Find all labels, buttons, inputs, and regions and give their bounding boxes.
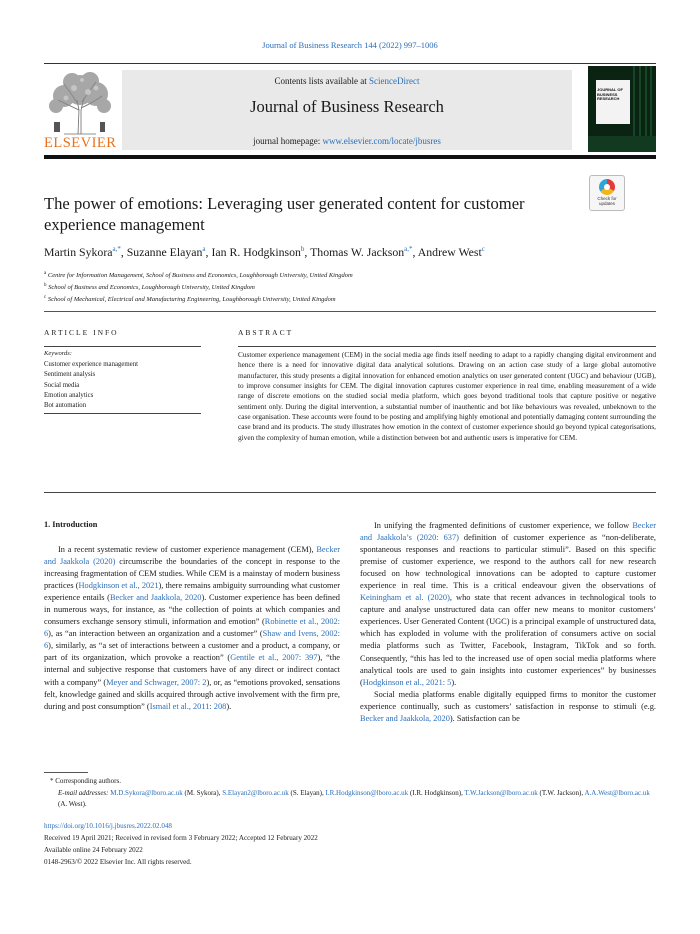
citation-link[interactable]: Becker and Jaakkola, 2020 [360, 713, 450, 723]
email-link[interactable]: S.Elayan2@lboro.ac.uk [222, 788, 289, 797]
email-addresses: E-mail addresses: M.D.Sykora@lboro.ac.uk (M. Sykora), S.Elayan2@lboro.ac.uk (S. Elayan), I.R.Hodgkinson@lboro.ac.uk (I.R. Hodgkinson), T.W.Jackson@lboro.ac.uk (T.W. Jackson), A.A.West@lboro.ac.uk (A. West). [58, 788, 650, 808]
citation-link[interactable]: Shaw and Ivens, 2002: 6 [44, 629, 340, 651]
keyword-list [44, 360, 138, 411]
footnote-rule [44, 772, 88, 773]
journal-name: Journal of Business Research [250, 97, 444, 116]
citation-link[interactable]: Ismail et al., 2011: 208 [149, 701, 227, 711]
author: Ian R. Hodgkinson$^b$ [211, 245, 305, 259]
divider [238, 346, 656, 347]
email-link[interactable]: A.A.West@lboro.ac.uk [584, 788, 650, 797]
body-column-left [44, 544, 340, 713]
affiliations [44, 269, 656, 305]
article-info-heading: ARTICLE INFO [44, 328, 119, 337]
citation-link[interactable]: Becker and Jaakkola (2020) [44, 545, 340, 567]
copyright-line: 0148-2963/© 2022 Elsevier Inc. All rights reserved. [44, 858, 192, 866]
crossmark-icon [599, 179, 615, 195]
citation-link[interactable]: Hodgkinson et al., 2021: 5 [362, 677, 452, 687]
available-date: Available online 24 February 2022 [44, 846, 143, 854]
divider [44, 311, 656, 312]
author-affil-link[interactable]: a,* [112, 245, 121, 254]
keyword: Bot automation [44, 402, 87, 410]
abstract-text: Customer experience management (CEM) in the social media age finds itself needing to adapt to a rapidly changing digital environment and hence there is a need for innovative digital data analytical solutions. Drawing on an action case study of a large global automotive manufacturer, this study presents a digital innovation for enhanced emotion analytics on user generated content (UGC) and behaviour (UGB), to improve consumer insights for CEM. The digital innovation captures customer experience in real time, enabling measurement of a wide range of discrete emotions on the studied social media platform, which goes beyond traditional tools that capture positive or negative sentiment only. During the digital intervention, a substantial number of inauthentic and bot like behaviours was revealed, unbeknown to the case organisation. These accounts were found to be posting and amplifying highly emotional and potentially damaging content surrounding the case brand and its products. The study illustrates how emotion in the context of customer experience should go beyond typical categorisations, given the complexity of human emotion, while a distinction between bot and authentic users is imperative for CEM. [238, 350, 656, 442]
contents-line: Contents lists available at ScienceDirect [274, 76, 420, 86]
email-link[interactable]: I.R.Hodgkinson@lboro.ac.uk [325, 788, 409, 797]
citation-link[interactable]: Meyer and Schwager, 2007: 2 [106, 677, 207, 687]
author-affil-link[interactable]: c [481, 245, 485, 254]
author-affil-link[interactable]: b [300, 245, 305, 254]
citation-link[interactable]: Becker and Jaakkola, 2020 [109, 593, 202, 603]
cover-title: JOURNAL OF BUSINESS RESEARCH [597, 87, 623, 101]
publisher-wordmark: ELSEVIER [44, 135, 117, 151]
paper-title: The power of emotions: Leveraging user generated content for customer experience management [44, 194, 525, 234]
email-link[interactable]: T.W.Jackson@lboro.ac.uk [464, 788, 538, 797]
body-paragraph: Social media platforms enable digitally equipped firms to monitor the customer experience continually, such as customers’ satisfaction in response to stimuli (e.g. Becker and Jaakkola, 2020). Satisfaction can be [360, 689, 656, 723]
citation-link[interactable]: Robinette et al., 2002: 6 [44, 617, 340, 639]
header-thick-rule [44, 155, 656, 159]
citation-link[interactable]: Becker and Jaakkola’s (2020: 637) [360, 521, 656, 543]
author: Martin Sykora$^{a,*}$ [44, 245, 121, 259]
footnotes [44, 776, 656, 811]
author-list: Martin Sykora$^{a,*}$, Suzanne Elayan$^a$, Ian R. Hodgkinson$^b$, Thomas W. Jackson$^{a,*}$, Andrew West$^c$ [44, 245, 485, 259]
affiliation: $^c$ School of Mechanical, Electrical and Manufacturing Engineering, Loughborough University, United Kingdom [44, 295, 336, 304]
section-heading: 1. Introduction [44, 520, 98, 529]
keywords-label: Keywords: [44, 350, 72, 357]
keyword: Social media [44, 381, 80, 389]
abstract-heading: ABSTRACT [238, 328, 294, 337]
citation-link[interactable]: Hodgkinson et al., 2021 [78, 581, 159, 591]
body-paragraph: In a recent systematic review of customer experience management (CEM), Becker and Jaakkola (2020) circumscribe the boundaries of the concept in response to the increasing fragmentation of CEM studies. While CEM is a mainstay of modern business practices (Hodgkinson et al., 2021), there remains ambiguity surrounding what customer experience entails (Becker and Jaakkola, 2020). Customer experience has been defined in numerous ways, for instance, as “the collection of points at which companies and consumers exchange sensory stimuli, information and emotion” (Robinette et al., 2002: 6), as “an interaction between an organization and a customer” (Shaw and Ivens, 2002: 6), similarly, as “a set of interactions between a customer and a product, a company, or part of its organization, which provoke a reaction” (Gentile et al., 2007: 397), “the internal and subjective response that customers have of any direct or indirect contact with a company” (Meyer and Schwager, 2007: 2), or, as “emotions provoked, sensations felt, knowledge gained and skills acquired through active involvement with the firm pre, during and post consumption” (Ismail et al., 2011: 208). [44, 545, 340, 711]
body-column-right [360, 520, 656, 725]
corresponding-note: * Corresponding authors. [50, 777, 121, 785]
author: Andrew West$^c$ [417, 245, 485, 259]
keyword: Sentiment analysis [44, 371, 96, 379]
header-rule [44, 63, 656, 64]
keyword: Emotion analytics [44, 391, 94, 399]
body-paragraph: In unifying the fragmented definitions of customer experience, we follow Becker and Jaakkola’s (2020: 637) definition of customer experience as “non-deliberate, spontaneous responses and reactions to particular stimuli”. Based on this specific premise of customer experience, we respond to the authors call for new research focused on how technological innovations can be adopted to capture customer experience in real time. This is a critical endeavour given the observations of Keiningham et al. (2020), who state that recent advances in technological tools to capture and analyse unstructured data can offer new means to monitor customers’ experiences. User Generated Content (UGC) is a principal example of unstructured data, which has exploded in volume with the proliferation of consumers active on social media platforms such as Twitter, Facebook, Instagram, TikTok and so forth. Consequently, “this has led to the increased use of open social media platforms where analytical tools are used to gain insights into customer experiences” by businesses (Hodgkinson et al., 2021: 5). [360, 521, 657, 687]
author-affil-link[interactable]: a [202, 245, 206, 254]
divider [44, 492, 656, 493]
citation-link[interactable]: Keiningham et al. (2020) [360, 593, 450, 603]
author: Thomas W. Jackson$^{a,*}$ [310, 245, 413, 259]
doi-link[interactable]: https://doi.org/10.1016/j.jbusres.2022.02.048 [44, 822, 172, 830]
email-link[interactable]: M.D.Sykora@lboro.ac.uk [110, 788, 183, 797]
check-for-updates-button[interactable] [589, 175, 625, 211]
homepage-link[interactable]: www.elsevier.com/locate/jbusres [322, 136, 441, 146]
journal-header-band [122, 70, 572, 150]
crossmark-label: Check for updates [597, 196, 617, 206]
divider [44, 346, 201, 347]
divider [44, 413, 201, 414]
received-dates: Received 19 April 2021; Received in revised form 3 February 2022; Accepted 12 February 2022 [44, 834, 318, 842]
author-affil-link[interactable]: a,* [404, 245, 413, 254]
citation-link[interactable]: Gentile et al., 2007: 397 [230, 653, 318, 663]
keyword: Customer experience management [44, 361, 138, 368]
affiliation: $^a$ Centre for Information Management, School of Business and Economics, Loughborough University, United Kingdom [44, 271, 353, 280]
journal-cover-thumbnail[interactable] [588, 66, 656, 152]
author: Suzanne Elayan$^a$ [126, 245, 206, 259]
sciencedirect-link[interactable]: ScienceDirect [369, 76, 420, 86]
homepage-line: journal homepage: www.elsevier.com/locate/jbusres [253, 136, 441, 146]
publication-info [44, 820, 656, 868]
affiliation: $^b$ School of Business and Economics, Loughborough University, United Kingdom [44, 283, 255, 292]
journal-citation[interactable]: Journal of Business Research 144 (2022) 997–1006 [262, 40, 438, 50]
